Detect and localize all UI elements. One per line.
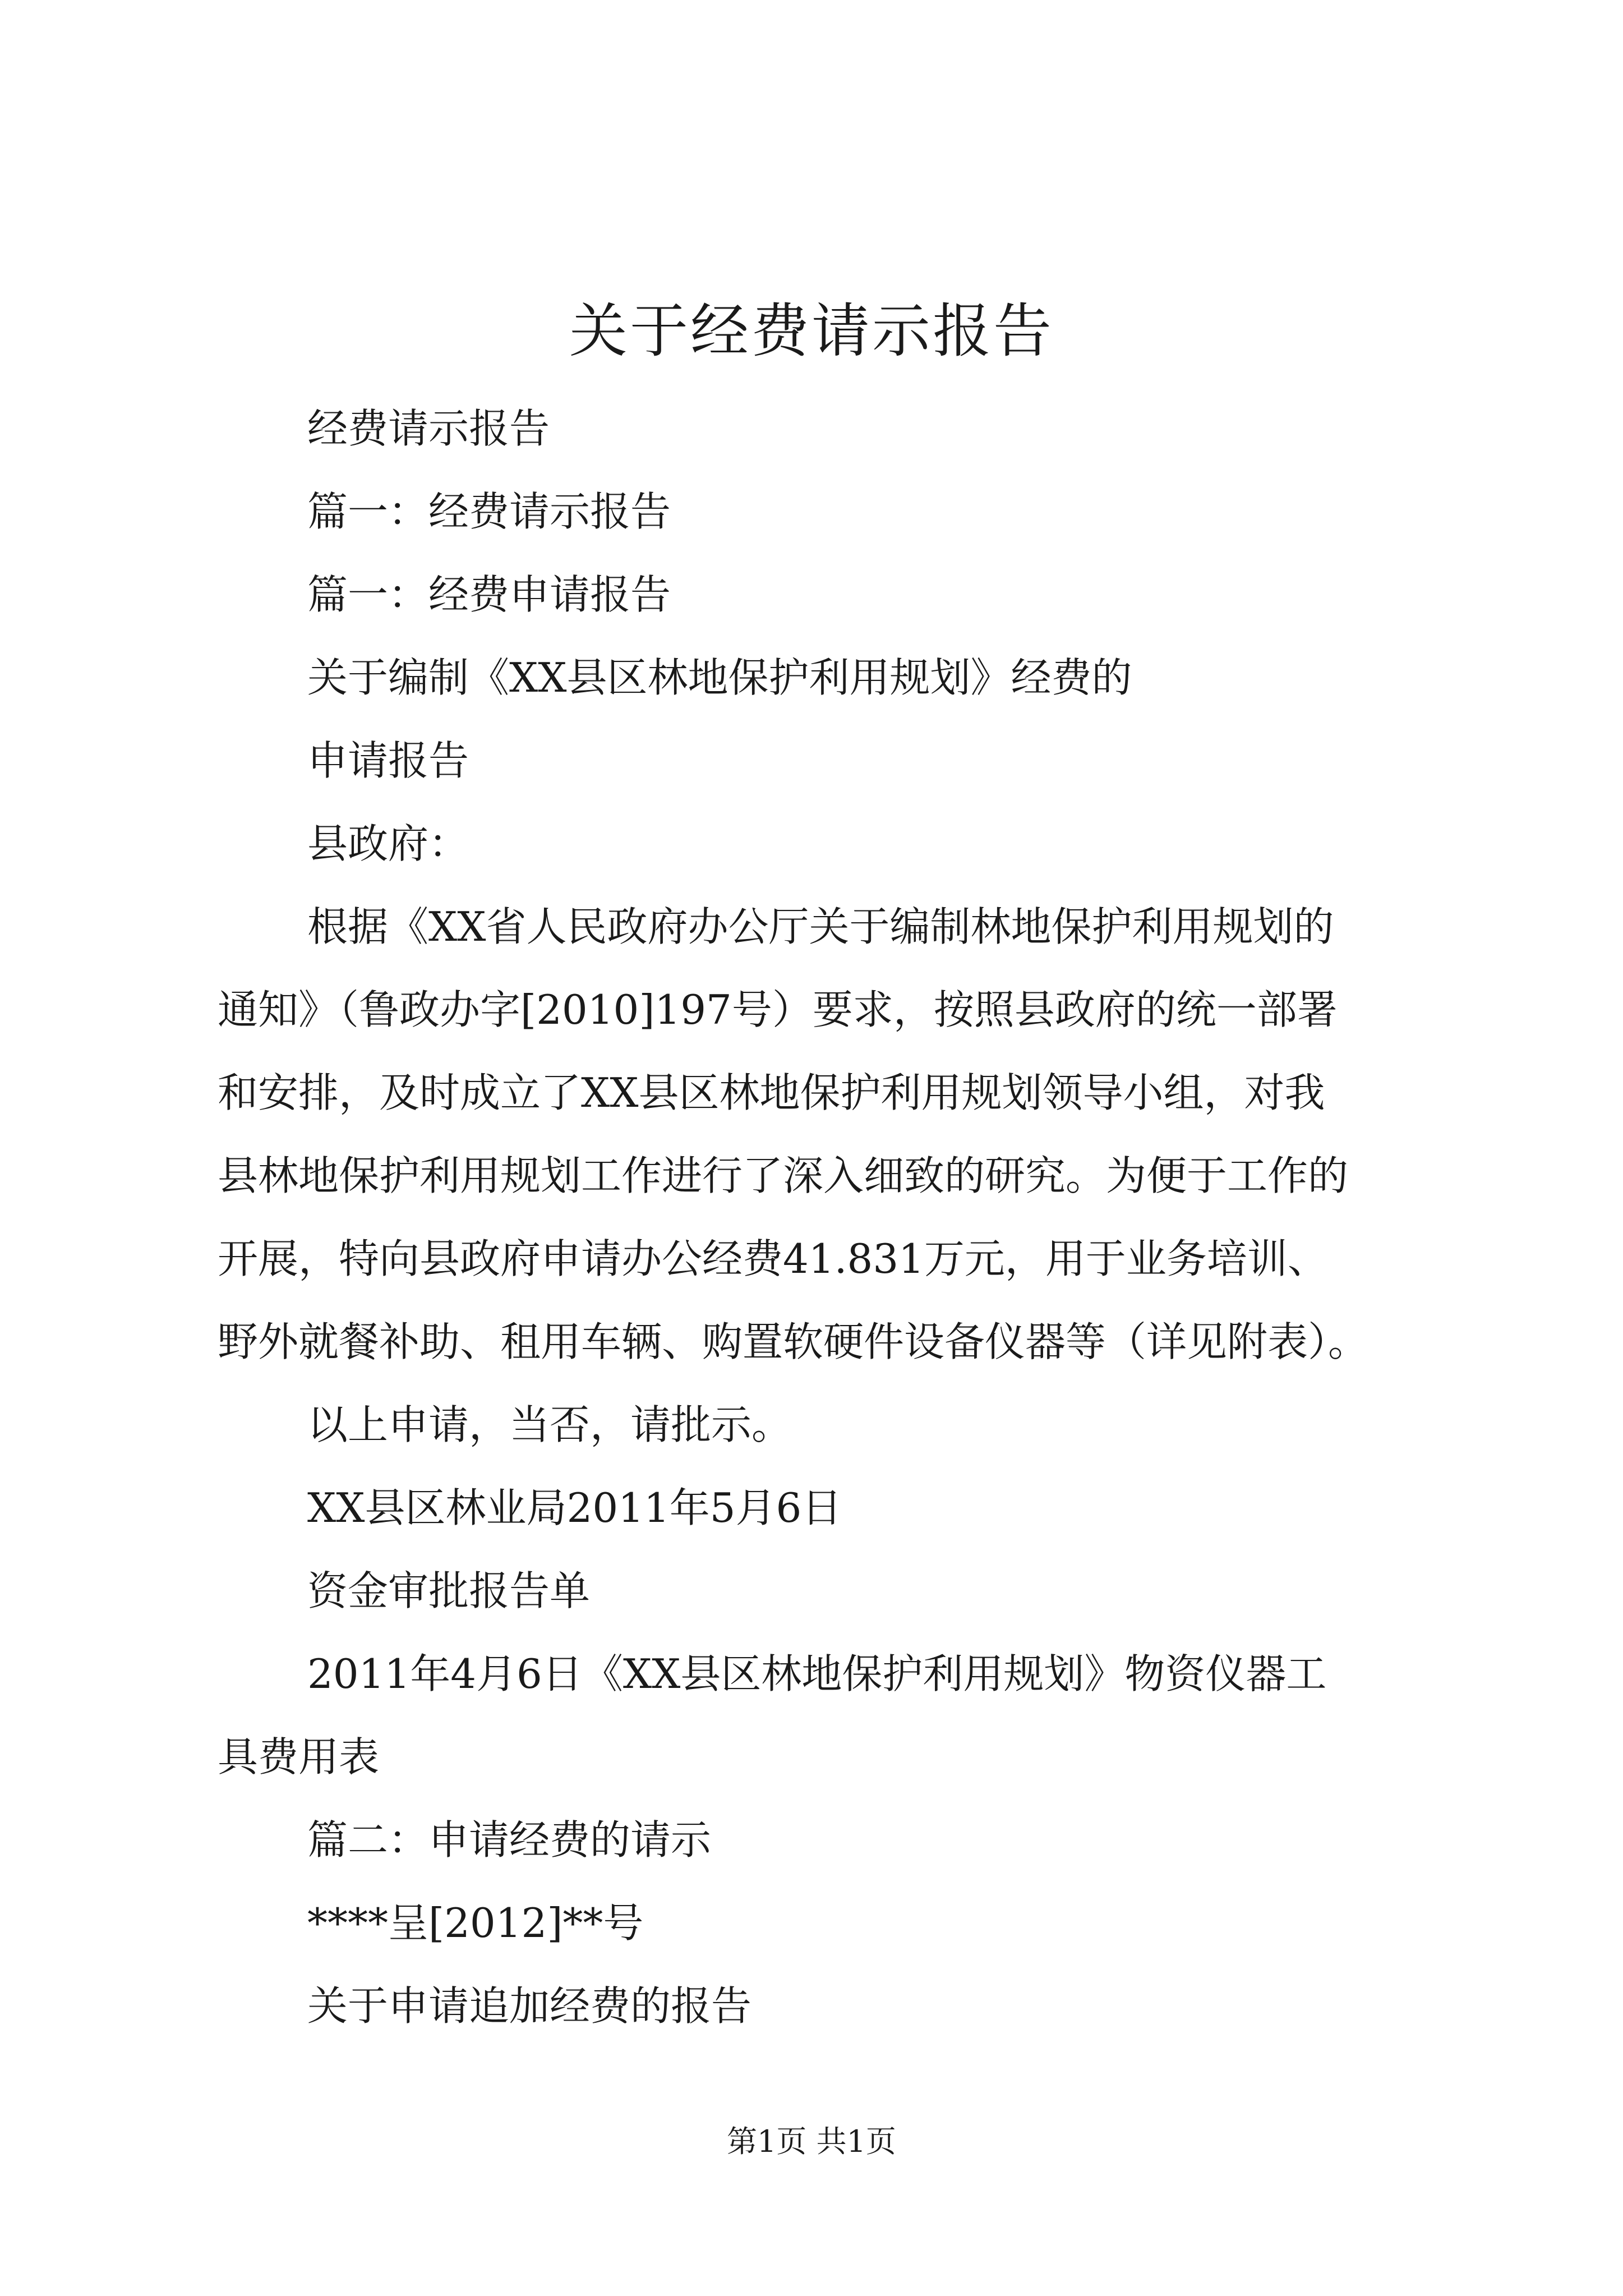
- body-line: 经费请示报告: [307, 405, 550, 452]
- body-line: 以上申请，当否，请批示。: [307, 1401, 792, 1448]
- body-line: 和安排，及时成立了XX县区林地保护利用规划领导小组，对我: [218, 1069, 1325, 1116]
- body-line: 关于编制《XX县区林地保护利用规划》经费的: [307, 654, 1132, 701]
- body-line: 篇一：经费申请报告: [307, 571, 671, 618]
- body-line: ****呈[2012]**号: [307, 1899, 644, 1947]
- body-line: 根据《XX省人民政府办公厅关于编制林地保护利用规划的: [307, 903, 1334, 950]
- body-line: 县林地保护利用规划工作进行了深入细致的研究。为便于工作的: [218, 1152, 1349, 1199]
- body-line: 2011年4月6日《XX县区林地保护利用规划》物资仪器工: [307, 1650, 1327, 1697]
- body-line: 具费用表: [218, 1733, 380, 1780]
- body-line: 篇二：申请经费的请示: [307, 1816, 712, 1864]
- document-body: [218, 387, 1429, 2047]
- body-line: 篇一：经费请示报告: [307, 488, 671, 535]
- page-number-footer: 第1页 共1页: [727, 2124, 896, 2159]
- body-line: 开展，特向县政府申请办公经费41.831万元，用于业务培训、: [218, 1235, 1328, 1282]
- body-line: 申请报告: [307, 737, 469, 784]
- body-line: 资金审批报告单: [307, 1567, 591, 1614]
- body-line: 通知》（鲁政办字[2010]197号）要求，按照县政府的统一部署: [218, 986, 1338, 1033]
- body-line: XX县区林业局2011年5月6日: [307, 1484, 842, 1531]
- body-line: 关于申请追加经费的报告: [307, 1982, 752, 2030]
- body-line: 县政府：: [307, 820, 469, 867]
- body-line: 野外就餐补助、租用车辆、购置软硬件设备仪器等（详见附表）。: [218, 1318, 1369, 1365]
- document-title: 关于经费请示报告: [569, 297, 1054, 365]
